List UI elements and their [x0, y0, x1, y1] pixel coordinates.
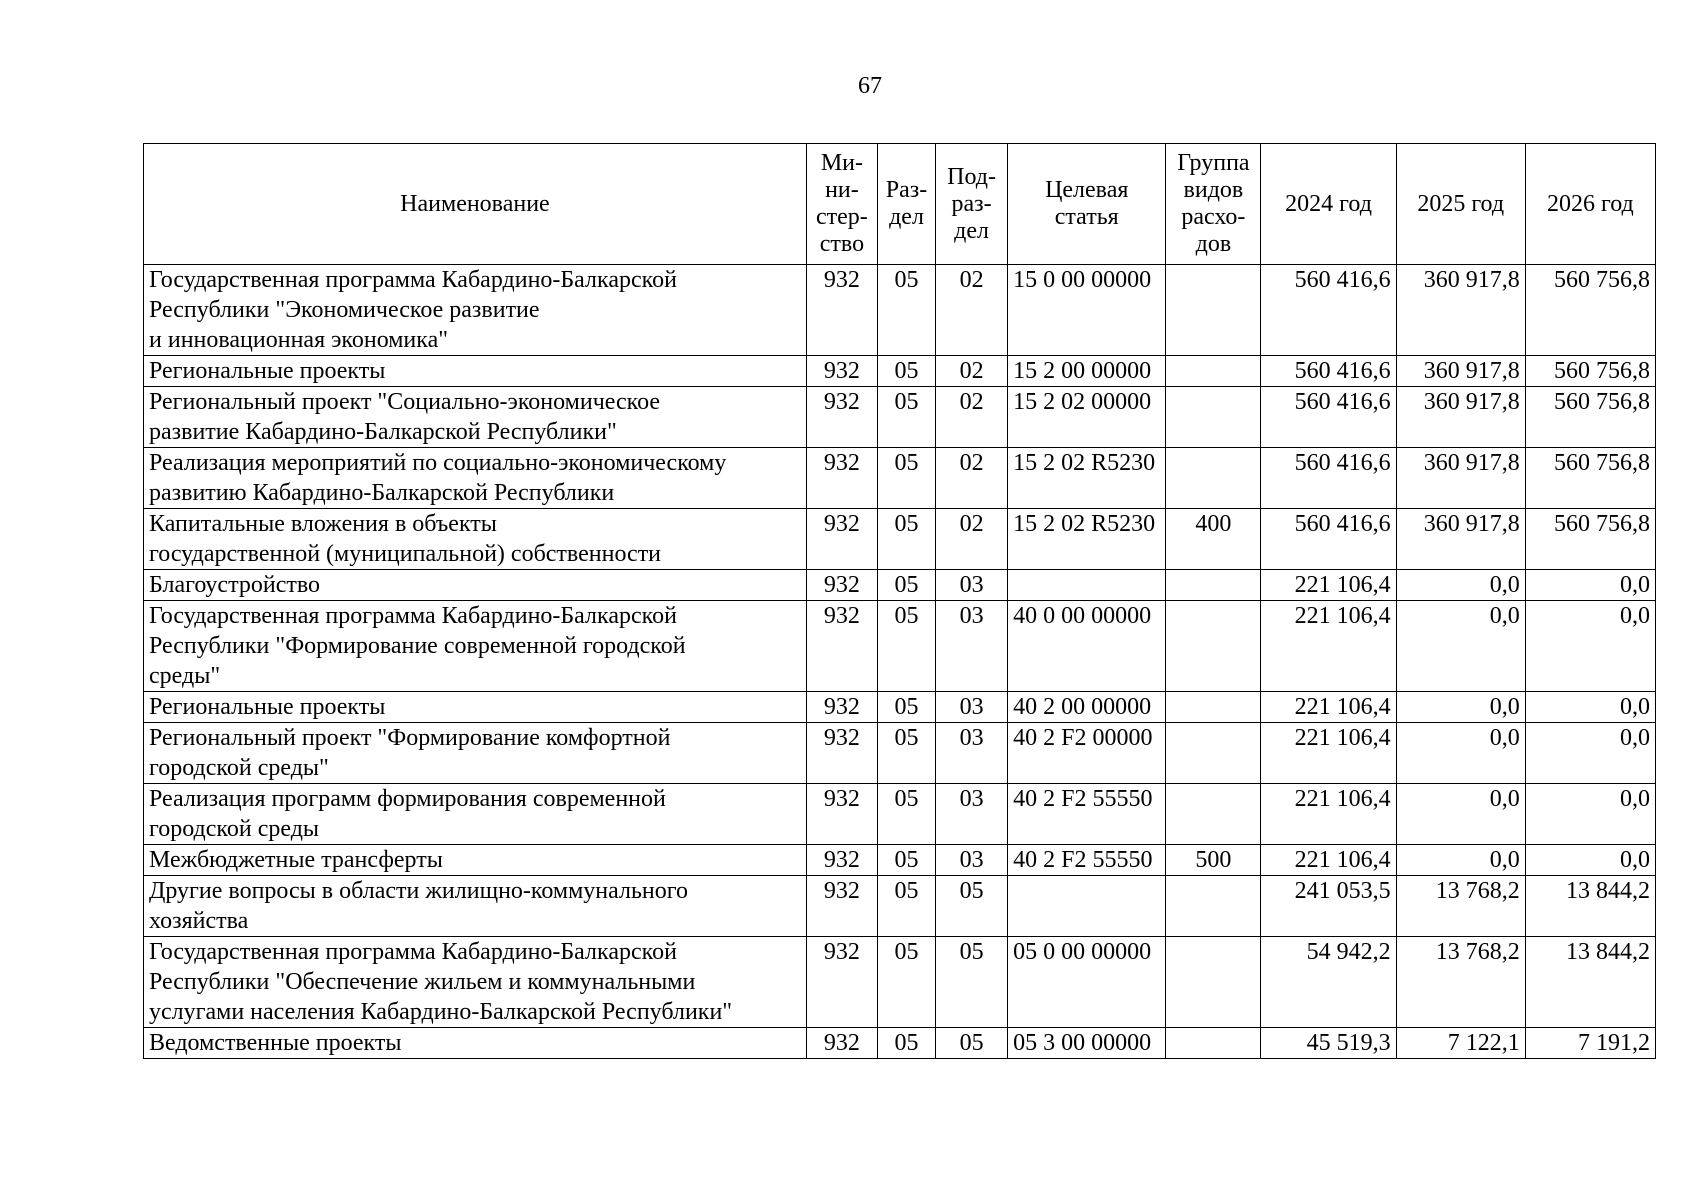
cell-2025: 360 917,8 — [1396, 509, 1525, 570]
cell-section: 05 — [877, 570, 935, 601]
cell-section: 05 — [877, 876, 935, 937]
cell-subsection: 05 — [936, 937, 1008, 1028]
cell-2024: 221 106,4 — [1261, 601, 1396, 692]
cell-subsection: 03 — [936, 601, 1008, 692]
cell-2024: 560 416,6 — [1261, 356, 1396, 387]
cell-subsection: 03 — [936, 784, 1008, 845]
cell-target: 40 2 00 00000 — [1008, 692, 1166, 723]
cell-2025: 13 768,2 — [1396, 937, 1525, 1028]
cell-group — [1166, 570, 1261, 601]
cell-subsection: 02 — [936, 448, 1008, 509]
table-row — [144, 265, 1656, 356]
table-row — [144, 937, 1656, 1028]
header-subsection: Под- раз- дел — [936, 144, 1008, 265]
cell-2024: 221 106,4 — [1261, 692, 1396, 723]
header-name: Наименование — [144, 144, 807, 265]
cell-ministry: 932 — [806, 937, 877, 1028]
cell-2026: 0,0 — [1525, 570, 1655, 601]
cell-ministry: 932 — [806, 784, 877, 845]
cell-section: 05 — [877, 509, 935, 570]
cell-group — [1166, 601, 1261, 692]
cell-group — [1166, 937, 1261, 1028]
cell-target: 15 2 02 00000 — [1008, 387, 1166, 448]
table-header-row — [144, 144, 1656, 265]
cell-ministry: 932 — [806, 692, 877, 723]
cell-name: Государственная программа Кабардино-Балкарской Республики "Обеспечение жильем и коммунальными услугами населения Кабардино-Балкарской Республики" — [144, 937, 807, 1028]
cell-ministry: 932 — [806, 570, 877, 601]
cell-subsection: 05 — [936, 1028, 1008, 1059]
cell-ministry: 932 — [806, 448, 877, 509]
cell-2025: 0,0 — [1396, 845, 1525, 876]
cell-name: Государственная программа Кабардино-Балкарской Республики "Формирование современной городской среды" — [144, 601, 807, 692]
cell-2026: 7 191,2 — [1525, 1028, 1655, 1059]
cell-target: 40 2 F2 00000 — [1008, 723, 1166, 784]
header-2024: 2024 год — [1261, 144, 1396, 265]
cell-2026: 560 756,8 — [1525, 387, 1655, 448]
cell-2025: 360 917,8 — [1396, 356, 1525, 387]
cell-group — [1166, 692, 1261, 723]
cell-2024: 560 416,6 — [1261, 265, 1396, 356]
cell-ministry: 932 — [806, 876, 877, 937]
cell-group — [1166, 1028, 1261, 1059]
table-row — [144, 570, 1656, 601]
cell-section: 05 — [877, 845, 935, 876]
cell-target: 15 2 02 R5230 — [1008, 448, 1166, 509]
cell-2026: 0,0 — [1525, 845, 1655, 876]
cell-2024: 560 416,6 — [1261, 387, 1396, 448]
header-group: Группа видов расхо- дов — [1166, 144, 1261, 265]
cell-2024: 560 416,6 — [1261, 448, 1396, 509]
cell-subsection: 02 — [936, 356, 1008, 387]
cell-section: 05 — [877, 265, 935, 356]
cell-name: Региональный проект "Формирование комфортной городской среды" — [144, 723, 807, 784]
cell-section: 05 — [877, 784, 935, 845]
cell-section: 05 — [877, 692, 935, 723]
cell-subsection: 02 — [936, 509, 1008, 570]
cell-target: 05 3 00 00000 — [1008, 1028, 1166, 1059]
cell-2024: 54 942,2 — [1261, 937, 1396, 1028]
cell-section: 05 — [877, 723, 935, 784]
budget-table — [143, 143, 1656, 1059]
cell-2025: 0,0 — [1396, 692, 1525, 723]
header-2025: 2025 год — [1396, 144, 1525, 265]
cell-ministry: 932 — [806, 601, 877, 692]
cell-subsection: 02 — [936, 387, 1008, 448]
cell-section: 05 — [877, 356, 935, 387]
cell-2025: 7 122,1 — [1396, 1028, 1525, 1059]
cell-section: 05 — [877, 448, 935, 509]
cell-group — [1166, 387, 1261, 448]
cell-2025: 0,0 — [1396, 723, 1525, 784]
cell-2026: 13 844,2 — [1525, 876, 1655, 937]
table-row — [144, 876, 1656, 937]
cell-2026: 560 756,8 — [1525, 356, 1655, 387]
header-target: Целевая статья — [1008, 144, 1166, 265]
cell-name: Благоустройство — [144, 570, 807, 601]
cell-2025: 0,0 — [1396, 601, 1525, 692]
table-row — [144, 845, 1656, 876]
cell-target: 40 0 00 00000 — [1008, 601, 1166, 692]
cell-subsection: 05 — [936, 876, 1008, 937]
cell-2025: 0,0 — [1396, 784, 1525, 845]
cell-section: 05 — [877, 937, 935, 1028]
table-row — [144, 387, 1656, 448]
cell-2025: 360 917,8 — [1396, 265, 1525, 356]
cell-subsection: 03 — [936, 570, 1008, 601]
cell-name: Ведомственные проекты — [144, 1028, 807, 1059]
cell-2026: 0,0 — [1525, 784, 1655, 845]
cell-name: Реализация мероприятий по социально-экономическому развитию Кабардино-Балкарской Республики — [144, 448, 807, 509]
cell-name: Другие вопросы в области жилищно-коммунального хозяйства — [144, 876, 807, 937]
cell-target: 15 0 00 00000 — [1008, 265, 1166, 356]
cell-target: 15 2 00 00000 — [1008, 356, 1166, 387]
cell-target: 40 2 F2 55550 — [1008, 845, 1166, 876]
cell-group — [1166, 723, 1261, 784]
cell-ministry: 932 — [806, 387, 877, 448]
table-row — [144, 448, 1656, 509]
cell-2026: 560 756,8 — [1525, 509, 1655, 570]
cell-2024: 221 106,4 — [1261, 570, 1396, 601]
page-number: 67 — [858, 73, 882, 99]
cell-subsection: 03 — [936, 723, 1008, 784]
cell-2026: 560 756,8 — [1525, 448, 1655, 509]
cell-2024: 221 106,4 — [1261, 723, 1396, 784]
table-row — [144, 356, 1656, 387]
cell-2025: 13 768,2 — [1396, 876, 1525, 937]
cell-2026: 560 756,8 — [1525, 265, 1655, 356]
cell-group: 400 — [1166, 509, 1261, 570]
cell-ministry: 932 — [806, 356, 877, 387]
cell-subsection: 02 — [936, 265, 1008, 356]
cell-name: Государственная программа Кабардино-Балкарской Республики "Экономическое развитие и инновационная экономика" — [144, 265, 807, 356]
cell-target: 05 0 00 00000 — [1008, 937, 1166, 1028]
cell-2024: 45 519,3 — [1261, 1028, 1396, 1059]
cell-name: Реализация программ формирования современной городской среды — [144, 784, 807, 845]
cell-group — [1166, 448, 1261, 509]
table-row — [144, 723, 1656, 784]
cell-group — [1166, 356, 1261, 387]
cell-section: 05 — [877, 1028, 935, 1059]
table-row — [144, 1028, 1656, 1059]
cell-2024: 221 106,4 — [1261, 784, 1396, 845]
cell-subsection: 03 — [936, 845, 1008, 876]
cell-2026: 13 844,2 — [1525, 937, 1655, 1028]
cell-2024: 560 416,6 — [1261, 509, 1396, 570]
cell-2024: 221 106,4 — [1261, 845, 1396, 876]
cell-2024: 241 053,5 — [1261, 876, 1396, 937]
cell-section: 05 — [877, 601, 935, 692]
cell-target — [1008, 876, 1166, 937]
cell-target: 15 2 02 R5230 — [1008, 509, 1166, 570]
cell-name: Региональные проекты — [144, 692, 807, 723]
header-2026: 2026 год — [1525, 144, 1655, 265]
cell-2025: 360 917,8 — [1396, 448, 1525, 509]
header-section: Раз- дел — [877, 144, 935, 265]
cell-target: 40 2 F2 55550 — [1008, 784, 1166, 845]
header-ministry: Ми- ни- стер- ство — [806, 144, 877, 265]
cell-name: Межбюджетные трансферты — [144, 845, 807, 876]
cell-ministry: 932 — [806, 265, 877, 356]
cell-ministry: 932 — [806, 723, 877, 784]
cell-ministry: 932 — [806, 845, 877, 876]
cell-section: 05 — [877, 387, 935, 448]
table-body — [144, 265, 1656, 1059]
cell-ministry: 932 — [806, 1028, 877, 1059]
cell-group — [1166, 784, 1261, 845]
cell-2026: 0,0 — [1525, 723, 1655, 784]
table-row — [144, 692, 1656, 723]
table-row — [144, 784, 1656, 845]
cell-name: Региональные проекты — [144, 356, 807, 387]
cell-group — [1166, 876, 1261, 937]
cell-2025: 360 917,8 — [1396, 387, 1525, 448]
cell-2025: 0,0 — [1396, 570, 1525, 601]
cell-target — [1008, 570, 1166, 601]
cell-name: Региональный проект "Социально-экономическое развитие Кабардино-Балкарской Республики" — [144, 387, 807, 448]
cell-group — [1166, 265, 1261, 356]
cell-ministry: 932 — [806, 509, 877, 570]
cell-2026: 0,0 — [1525, 601, 1655, 692]
cell-group: 500 — [1166, 845, 1261, 876]
table-row — [144, 601, 1656, 692]
table-row — [144, 509, 1656, 570]
cell-subsection: 03 — [936, 692, 1008, 723]
cell-name: Капитальные вложения в объекты государственной (муниципальной) собственности — [144, 509, 807, 570]
cell-2026: 0,0 — [1525, 692, 1655, 723]
